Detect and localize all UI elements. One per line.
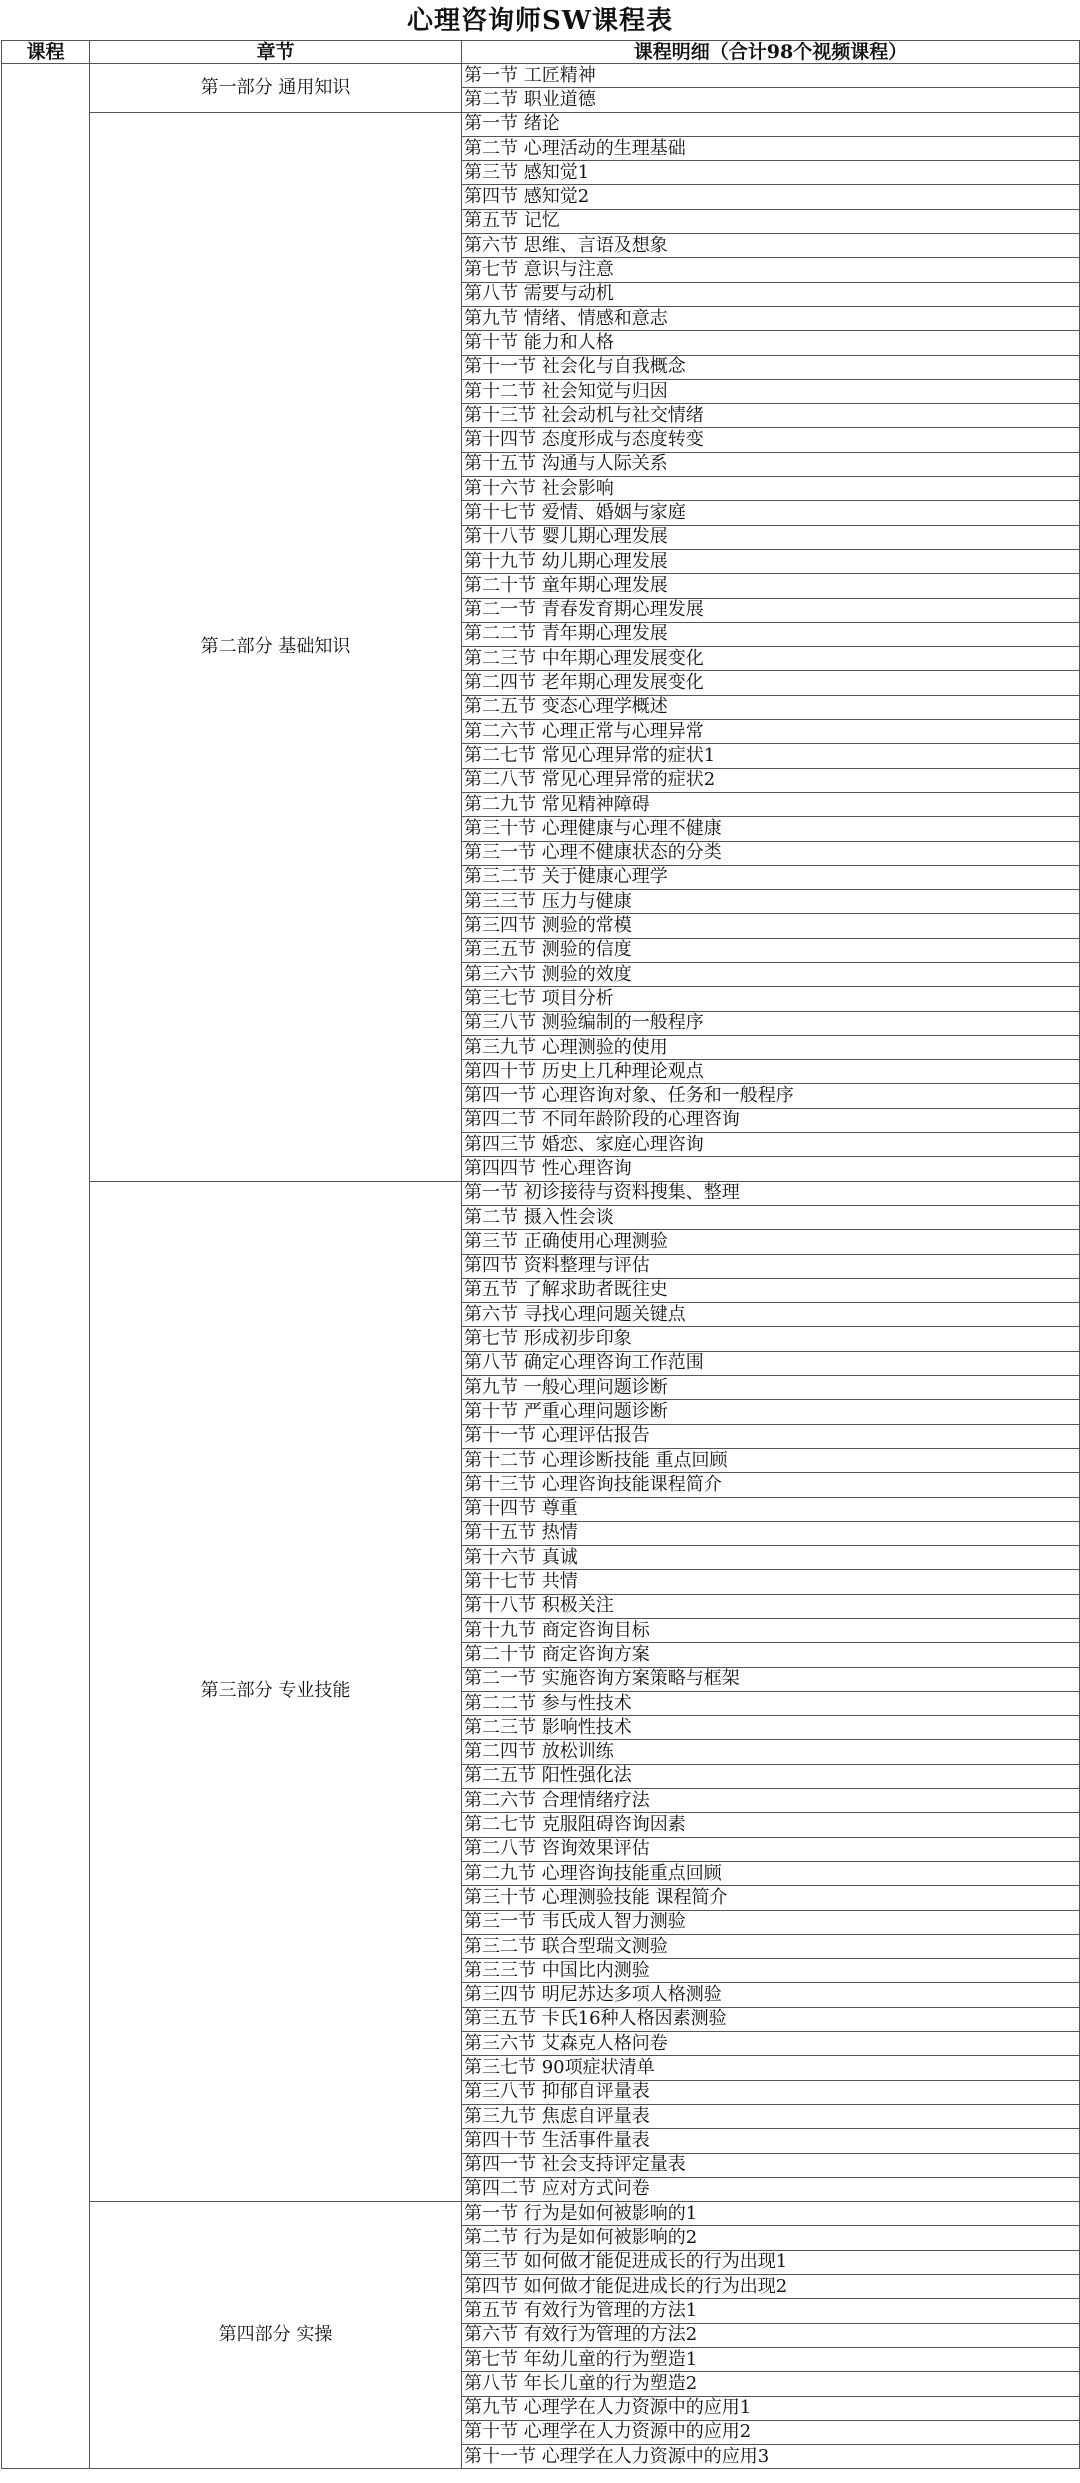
lesson-cell: 第十九节 幼儿期心理发展: [462, 549, 1080, 573]
lesson-cell: 第十一节 社会化与自我概念: [462, 355, 1080, 379]
lesson-cell: 第二七节 克服阻碍咨询因素: [462, 1813, 1080, 1837]
lesson-cell: 第十一节 心理学在人力资源中的应用3: [462, 2445, 1080, 2469]
lesson-cell: 第五节 了解求助者既往史: [462, 1278, 1080, 1302]
lesson-cell: 第三六节 测验的效度: [462, 962, 1080, 986]
lesson-cell: 第四三节 婚恋、家庭心理咨询: [462, 1133, 1080, 1157]
lesson-cell: 第二四节 放松训练: [462, 1740, 1080, 1764]
lesson-cell: 第二七节 常见心理异常的症状1: [462, 744, 1080, 768]
lesson-cell: 第三十节 心理健康与心理不健康: [462, 817, 1080, 841]
lesson-cell: 第二二节 参与性技术: [462, 1691, 1080, 1715]
lesson-cell: 第四节 资料整理与评估: [462, 1254, 1080, 1278]
course-cell: [2, 64, 90, 2469]
lesson-cell: 第一节 工匠精神: [462, 64, 1080, 88]
table-title: 心理咨询师SW课程表: [407, 6, 673, 36]
lesson-cell: 第二十节 商定咨询方案: [462, 1643, 1080, 1667]
lesson-cell: 第六节 有效行为管理的方法2: [462, 2323, 1080, 2347]
lesson-cell: 第四四节 性心理咨询: [462, 1157, 1080, 1181]
lesson-cell: 第二节 心理活动的生理基础: [462, 136, 1080, 160]
lesson-cell: 第十八节 婴儿期心理发展: [462, 525, 1080, 549]
lesson-cell: 第三六节 艾森克人格问卷: [462, 2032, 1080, 2056]
lesson-cell: 第二五节 变态心理学概述: [462, 695, 1080, 719]
lesson-cell: 第六节 思维、言语及想象: [462, 234, 1080, 258]
lesson-cell: 第二一节 实施咨询方案策略与框架: [462, 1667, 1080, 1691]
lesson-cell: 第十三节 社会动机与社交情绪: [462, 404, 1080, 428]
lesson-cell: 第四节 如何做才能促进成长的行为出现2: [462, 2275, 1080, 2299]
lesson-cell: 第三十节 心理测验技能 课程简介: [462, 1886, 1080, 1910]
lesson-cell: 第二六节 心理正常与心理异常: [462, 720, 1080, 744]
lesson-cell: 第八节 确定心理咨询工作范围: [462, 1351, 1080, 1375]
lesson-cell: 第三七节 90项症状清单: [462, 2056, 1080, 2080]
lesson-cell: 第一节 绪论: [462, 112, 1080, 136]
header-detail: 课程明细（合计98个视频课程）: [462, 41, 1080, 64]
lesson-cell: 第九节 一般心理问题诊断: [462, 1376, 1080, 1400]
course-table: [1, 40, 1080, 2469]
lesson-cell: 第三二节 关于健康心理学: [462, 865, 1080, 889]
table-row: [2, 1181, 1080, 1205]
header-course: 课程: [2, 41, 90, 64]
header-row: [2, 41, 1080, 64]
lesson-cell: 第二九节 心理咨询技能重点回顾: [462, 1861, 1080, 1885]
lesson-cell: 第四十节 生活事件量表: [462, 2129, 1080, 2153]
lesson-cell: 第二八节 咨询效果评估: [462, 1837, 1080, 1861]
lesson-cell: 第二三节 中年期心理发展变化: [462, 647, 1080, 671]
lesson-cell: 第十节 心理学在人力资源中的应用2: [462, 2420, 1080, 2444]
lesson-cell: 第二一节 青春发育期心理发展: [462, 598, 1080, 622]
lesson-cell: 第二节 行为是如何被影响的2: [462, 2226, 1080, 2250]
section-cell: 第二部分 基础知识: [90, 112, 462, 1181]
lesson-cell: 第十一节 心理评估报告: [462, 1424, 1080, 1448]
lesson-cell: 第二三节 影响性技术: [462, 1716, 1080, 1740]
section-cell: 第一部分 通用知识: [90, 64, 462, 113]
lesson-cell: 第四二节 应对方式问卷: [462, 2177, 1080, 2201]
lesson-cell: 第三三节 压力与健康: [462, 890, 1080, 914]
lesson-cell: 第三节 如何做才能促进成长的行为出现1: [462, 2250, 1080, 2274]
lesson-cell: 第十节 严重心理问题诊断: [462, 1400, 1080, 1424]
lesson-cell: 第三四节 测验的常模: [462, 914, 1080, 938]
lesson-cell: 第二二节 青年期心理发展: [462, 622, 1080, 646]
lesson-cell: 第十六节 真诚: [462, 1546, 1080, 1570]
lesson-cell: 第二五节 阳性强化法: [462, 1764, 1080, 1788]
lesson-cell: 第三四节 明尼苏达多项人格测验: [462, 1983, 1080, 2007]
table-row: [2, 2202, 1080, 2226]
lesson-cell: 第二节 摄入性会谈: [462, 1205, 1080, 1229]
lesson-cell: 第四二节 不同年龄阶段的心理咨询: [462, 1108, 1080, 1132]
lesson-cell: 第三一节 心理不健康状态的分类: [462, 841, 1080, 865]
lesson-cell: 第十七节 共情: [462, 1570, 1080, 1594]
lesson-cell: 第三八节 抑郁自评量表: [462, 2080, 1080, 2104]
header-section: 章节: [90, 41, 462, 64]
section-cell: 第四部分 实操: [90, 2202, 462, 2469]
lesson-cell: 第二十节 童年期心理发展: [462, 574, 1080, 598]
lesson-cell: 第一节 行为是如何被影响的1: [462, 2202, 1080, 2226]
lesson-cell: 第四十节 历史上几种理论观点: [462, 1060, 1080, 1084]
lesson-cell: 第五节 有效行为管理的方法1: [462, 2299, 1080, 2323]
lesson-cell: 第八节 年长儿童的行为塑造2: [462, 2372, 1080, 2396]
lesson-cell: 第九节 心理学在人力资源中的应用1: [462, 2396, 1080, 2420]
lesson-cell: 第三一节 韦氏成人智力测验: [462, 1910, 1080, 1934]
lesson-cell: 第三九节 心理测验的使用: [462, 1035, 1080, 1059]
lesson-cell: 第三七节 项目分析: [462, 987, 1080, 1011]
lesson-cell: 第七节 年幼儿童的行为塑造1: [462, 2347, 1080, 2371]
lesson-cell: 第七节 意识与注意: [462, 258, 1080, 282]
lesson-cell: 第三三节 中国比内测验: [462, 1959, 1080, 1983]
lesson-cell: 第三节 感知觉1: [462, 161, 1080, 185]
lesson-cell: 第十六节 社会影响: [462, 477, 1080, 501]
lesson-cell: 第十九节 商定咨询目标: [462, 1619, 1080, 1643]
lesson-cell: 第二六节 合理情绪疗法: [462, 1789, 1080, 1813]
lesson-cell: 第十四节 态度形成与态度转变: [462, 428, 1080, 452]
lesson-cell: 第八节 需要与动机: [462, 282, 1080, 306]
course-table-body: [2, 64, 1080, 2469]
lesson-cell: 第四一节 社会支持评定量表: [462, 2153, 1080, 2177]
lesson-cell: 第三九节 焦虑自评量表: [462, 2104, 1080, 2128]
lesson-cell: 第九节 情绪、情感和意志: [462, 306, 1080, 330]
table-row: [2, 64, 1080, 88]
table-row: [2, 112, 1080, 136]
lesson-cell: 第十五节 沟通与人际关系: [462, 452, 1080, 476]
lesson-cell: 第一节 初诊接待与资料搜集、整理: [462, 1181, 1080, 1205]
lesson-cell: 第二节 职业道德: [462, 88, 1080, 112]
lesson-cell: 第三节 正确使用心理测验: [462, 1230, 1080, 1254]
lesson-cell: 第三五节 测验的信度: [462, 938, 1080, 962]
lesson-cell: 第三二节 联合型瑞文测验: [462, 1934, 1080, 1958]
lesson-cell: 第七节 形成初步印象: [462, 1327, 1080, 1351]
lesson-cell: 第三八节 测验编制的一般程序: [462, 1011, 1080, 1035]
lesson-cell: 第十二节 心理诊断技能 重点回顾: [462, 1448, 1080, 1472]
lesson-cell: 第十四节 尊重: [462, 1497, 1080, 1521]
lesson-cell: 第四节 感知觉2: [462, 185, 1080, 209]
lesson-cell: 第四一节 心理咨询对象、任务和一般程序: [462, 1084, 1080, 1108]
section-cell: 第三部分 专业技能: [90, 1181, 462, 2201]
lesson-cell: 第二八节 常见心理异常的症状2: [462, 768, 1080, 792]
lesson-cell: 第二九节 常见精神障碍: [462, 792, 1080, 816]
lesson-cell: 第二四节 老年期心理发展变化: [462, 671, 1080, 695]
lesson-cell: 第十节 能力和人格: [462, 331, 1080, 355]
lesson-cell: 第六节 寻找心理问题关键点: [462, 1303, 1080, 1327]
lesson-cell: 第三五节 卡氏16种人格因素测验: [462, 2007, 1080, 2031]
lesson-cell: 第十二节 社会知觉与归因: [462, 379, 1080, 403]
lesson-cell: 第十五节 热情: [462, 1521, 1080, 1545]
lesson-cell: 第五节 记忆: [462, 209, 1080, 233]
lesson-cell: 第十三节 心理咨询技能课程简介: [462, 1473, 1080, 1497]
lesson-cell: 第十八节 积极关注: [462, 1594, 1080, 1618]
lesson-cell: 第十七节 爱情、婚姻与家庭: [462, 501, 1080, 525]
